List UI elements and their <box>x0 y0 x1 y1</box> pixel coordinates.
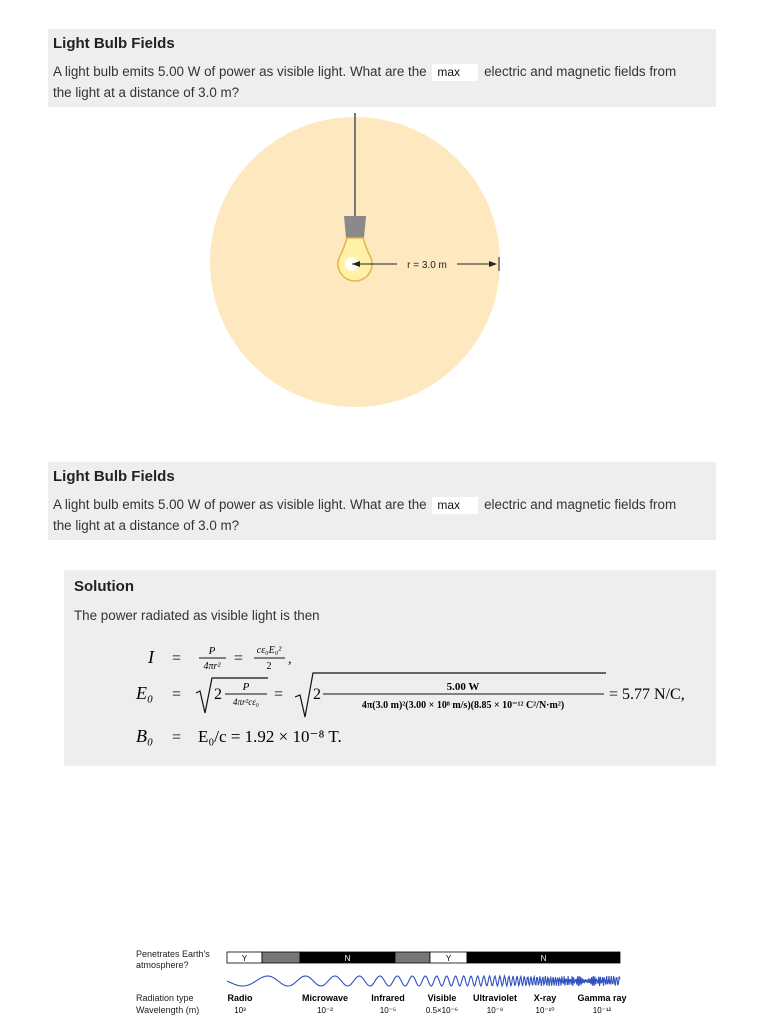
eq-4pir2-1: 4πr² <box>203 661 221 672</box>
max-input-field[interactable]: max <box>432 497 478 514</box>
eq-2-coef-1: 2 <box>214 686 222 703</box>
example-text <box>53 494 713 536</box>
eq-numerator: 5.00 W <box>446 681 480 693</box>
radiation-type-name: Microwave <box>301 993 349 1003</box>
penetration-segment-label: N <box>344 954 351 963</box>
radiation-types <box>227 993 626 1003</box>
penetration-segment-label: N <box>540 954 547 963</box>
wavelength-value: 10³ <box>234 1006 246 1015</box>
wavelength-wave-icon <box>227 976 620 986</box>
bulb-socket <box>344 216 366 238</box>
eq-P-2: P <box>242 681 250 693</box>
eq-equals-2: = <box>234 650 244 667</box>
example-text-part2: electric and magnetic fields from <box>484 497 677 512</box>
eq-comma: , <box>288 652 292 667</box>
eq-B-lhs: B₀ <box>136 726 154 746</box>
em-spectrum-figure <box>130 940 650 1024</box>
max-input-field[interactable]: max <box>432 64 478 81</box>
penetration-bar <box>227 952 620 963</box>
radiation-type-name: X-ray <box>533 993 557 1003</box>
eq-2-coef-2: 2 <box>313 686 321 703</box>
eq-equals-3: = <box>172 686 182 703</box>
wavelength-value: 10⁻⁸ <box>486 1006 504 1015</box>
radiation-type-name: Radio <box>227 993 253 1003</box>
wavelength-value: 10⁻¹⁰ <box>535 1006 555 1015</box>
solution-equations <box>64 570 716 766</box>
wavelength-label: Wavelength (m) <box>136 1005 200 1015</box>
example-text-line2: the light at a distance of 3.0 m? <box>53 85 240 100</box>
eq-2-denominator: 2 <box>266 661 272 672</box>
penetration-segment <box>395 952 430 963</box>
eq-ce0E02: cε₀E₀² <box>256 645 282 656</box>
eq-I-lhs: I <box>148 647 154 667</box>
wavelength-value: 10⁻¹² <box>592 1006 612 1015</box>
solution-box <box>64 570 716 766</box>
example-text-part1: A light bulb emits 5.00 W of power as visible light. What are the <box>53 64 427 79</box>
eq-4pir2ce0: 4πr²cε₀ <box>233 697 259 707</box>
wavelength-value: 0.5×10⁻⁶ <box>425 1006 459 1015</box>
example-text-part1: A light bulb emits 5.00 W of power as visible light. What are the <box>53 497 427 512</box>
solution-intro: The power radiated as visible light is then <box>74 608 320 623</box>
radiation-type-name: Visible <box>427 993 457 1003</box>
eq-B-rhs: E₀/c = 1.92 × 10⁻⁸ T. <box>198 727 342 746</box>
light-bulb-figure <box>200 110 510 410</box>
example-box-2 <box>48 462 716 540</box>
distance-label: r = 3.0 m <box>407 260 447 271</box>
example-text-part2: electric and magnetic fields from <box>484 64 677 79</box>
radiation-type-name: Gamma ray <box>577 993 627 1003</box>
eq-equals-5: = <box>172 729 182 746</box>
eq-E-result: = 5.77 N/C, <box>609 686 685 703</box>
radiation-type-label: Radiation type <box>136 993 194 1003</box>
example-title: Light Bulb Fields <box>53 468 175 485</box>
penetration-segment-label: Y <box>445 954 452 963</box>
wavelength-values <box>234 1006 611 1015</box>
example-box-1 <box>48 29 716 107</box>
solution-title: Solution <box>74 578 134 595</box>
penetration-segment-label: Y <box>241 954 248 963</box>
wavelength-value: 10⁻² <box>317 1006 333 1015</box>
sqrt-sign-1-icon <box>196 678 268 713</box>
penetrates-label-line1: Penetrates Earth's <box>136 949 210 959</box>
example-title: Light Bulb Fields <box>53 35 175 52</box>
wavelength-value: 10⁻⁵ <box>379 1006 397 1015</box>
radiation-type-name: Ultraviolet <box>472 993 518 1003</box>
penetrates-label-line2: atmosphere? <box>136 960 189 970</box>
eq-denominator: 4π(3.0 m)²(3.00 × 10⁸ m/s)(8.85 × 10⁻¹² C²/N·m²) <box>361 700 565 711</box>
eq-P-1: P <box>208 645 216 657</box>
example-text-line2: the light at a distance of 3.0 m? <box>53 518 240 533</box>
radiation-type-name: Infrared <box>371 993 405 1003</box>
eq-E-lhs: E₀ <box>136 683 154 703</box>
penetration-segment <box>262 952 300 963</box>
eq-equals-1: = <box>172 650 182 667</box>
eq-equals-4: = <box>274 686 284 703</box>
example-text <box>53 61 713 103</box>
